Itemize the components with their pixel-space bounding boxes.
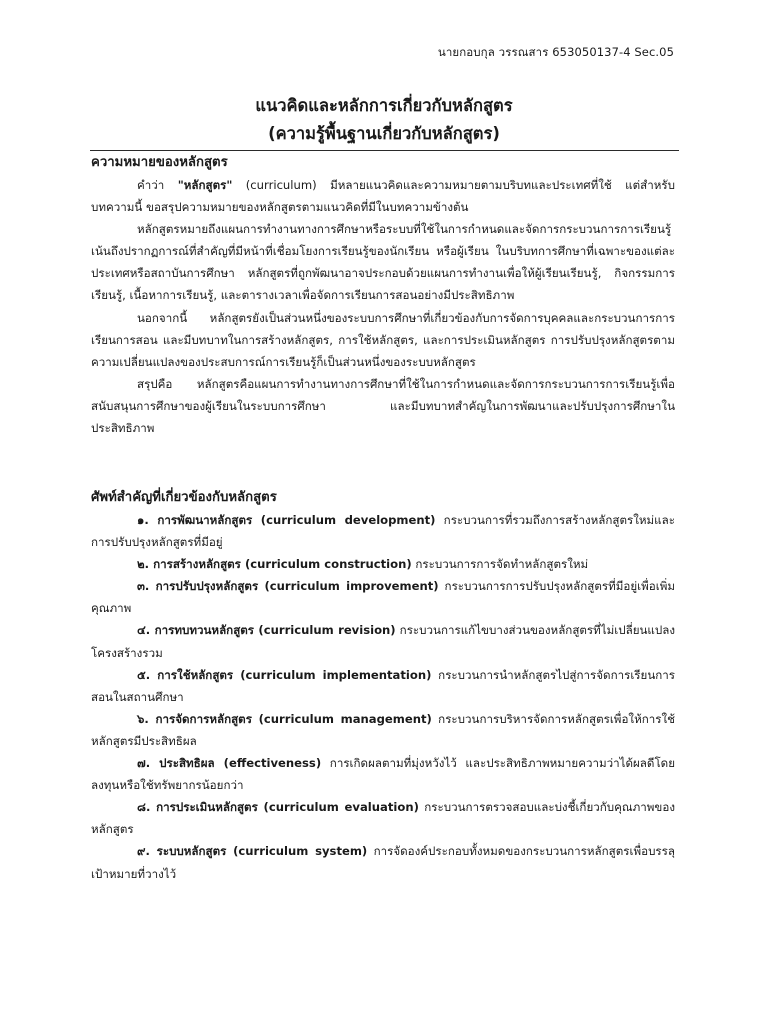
term-definition: กระบวนการการปรับปรุงหลักสูตรที่มีอยู่เพื่อเพิ่มคุณภาพ — [91, 579, 675, 616]
paragraph-3: นอกจากนี้ หลักสูตรยังเป็นส่วนหนึ่งของระบบการศึกษาที่เกี่ยวข้องกับการจัดการบุคคลและกระบวนการการเรียนการสอน และมีบทบาทในการสร้างหลักสูตร, การใช้หลักสูตร, และการประเมินหลักสูตร การปรับปรุงหลักสูตรตามความเปลี่ยนแปลงของประสบการณ์การเรียนรู้ก็เป็นส่วนหนึ่งของระบบหลักสูตร — [91, 310, 675, 369]
title-divider — [90, 150, 679, 151]
section-heading-meaning: ความหมายของหลักสูตร — [91, 155, 228, 170]
section-terms — [91, 487, 675, 885]
term-item — [91, 575, 675, 619]
paragraph-1 — [91, 174, 675, 218]
term-item — [91, 553, 675, 575]
term-item — [91, 796, 675, 840]
term-definition: การเกิดผลตามที่มุ่งหวังไว้ และประสิทธิภาพหมายความว่าได้ผลดีโดยลงทุนหรือใช้ทรัพยากรน้อยกว่า — [91, 756, 675, 793]
term-definition: กระบวนการที่รวมถึงการสร้างหลักสูตรใหม่และการปรับปรุงหลักสูตรที่มีอยู่ — [91, 513, 675, 550]
term-definition: กระบวนการบริหารจัดการหลักสูตรเพื่อให้การใช้หลักสูตรมีประสิทธิผล — [91, 711, 676, 748]
term-item — [91, 752, 675, 796]
paragraph-1-term: "หลักสูตร" — [177, 178, 233, 192]
author-line: นายกอบกุล วรรณสาร 653050137-4 Sec.05 — [437, 45, 674, 59]
term-name: ๓. การปรับปรุงหลักสูตร (curriculum improvement) — [137, 579, 439, 594]
term-name: ๑. การพัฒนาหลักสูตร (curriculum development) — [137, 513, 436, 527]
term-definition: กระบวนการการจัดทำหลักสูตรใหม่ — [411, 557, 589, 572]
term-definition: กระบวนการนำหลักสูตรไปสู่การจัดการเรียนการสอนในสถานศึกษา — [91, 667, 675, 704]
term-definition: กระบวนการตรวจสอบและบ่งชี้เกี่ยวกับคุณภาพของหลักสูตร — [91, 800, 675, 837]
paragraph-4: สรุปคือ หลักสูตรคือแผนการทำงานทางการศึกษาที่ใช้ในการกำหนดและจัดการกระบวนการการเรียนรู้เพื่อสนับสนุนการศึกษาของผู้เรียนในระบบการศึกษา และมีบทบาทสำคัญในการพัฒนาและปรับปรุงการศึกษาในประสิทธิภาพ — [91, 376, 675, 436]
term-item — [91, 664, 675, 708]
term-name: ๖. การจัดการหลักสูตร (curriculum management) — [137, 711, 432, 726]
term-name: ๙. ระบบหลักสูตร (curriculum system) — [137, 844, 368, 859]
paragraph-1-post: (curriculum) มีหลายแนวคิดและความหมายตามบริบทและประเทศที่ใช้ แต่สำหรับบทความนี้ ขอสรุปความหมายของหลักสูตรตามแนวคิดที่มีในบทความข้างต้น — [91, 178, 675, 215]
section-meaning — [91, 152, 675, 439]
term-name: ๗. ประสิทธิผล (effectiveness) — [137, 756, 322, 771]
term-definition: การจัดองค์ประกอบทั้งหมดของกระบวนการหลักสูตรเพื่อบรรลุเป้าหมายที่วางไว้ — [91, 844, 675, 881]
term-item — [91, 708, 675, 752]
term-name: ๔. การทบทวนหลักสูตร (curriculum revision) — [137, 623, 396, 638]
term-item — [91, 840, 675, 884]
term-definition: กระบวนการแก้ไขบางส่วนของหลักสูตรที่ไม่เปลี่ยนแปลงโครงสร้างรวม — [91, 623, 676, 660]
term-item — [91, 619, 675, 663]
section-heading-terms: ศัพท์สำคัญที่เกี่ยวข้องกับหลักสูตร — [91, 490, 277, 505]
term-name: ๕. การใช้หลักสูตร (curriculum implementation) — [137, 667, 432, 682]
term-item — [91, 509, 675, 553]
paragraph-2: หลักสูตรหมายถึงแผนการทำงานทางการศึกษาหรือระบบที่ใช้ในการกำหนดและจัดการกระบวนการการเรียนรู้ เน้นถึงปรากฏการณ์ที่สำคัญที่มีหน้าที่เชื่อมโยงการเรียนรู้ของนักเรียน หรือผู้เรียน ในบริบทการศึกษาที่เฉพาะของแต่ละประเทศหรือสถาบันการศึกษา หลักสูตรที่ถูกพัฒนาอาจประกอบด้วยแผนการทำงานเพื่อให้ผู้เรียนเรียนรู้, กิจกรรมการเรียนรู้, เนื้อหาการเรียนรู้, และตารางเวลาเพื่อจัดการเรียนการสอนอย่างมีประสิทธิภาพ — [91, 222, 675, 303]
document-subtitle: (ความรู้พื้นฐานเกี่ยวกับหลักสูตร) — [268, 124, 500, 143]
term-name: ๘. การประเมินหลักสูตร (curriculum evaluation) — [137, 800, 419, 815]
document-title: แนวคิดและหลักการเกี่ยวกับหลักสูตร — [255, 96, 513, 115]
paragraph-1-pre: คำว่า — [137, 178, 178, 192]
term-name: ๒. การสร้างหลักสูตร (curriculum construction) — [137, 557, 412, 572]
